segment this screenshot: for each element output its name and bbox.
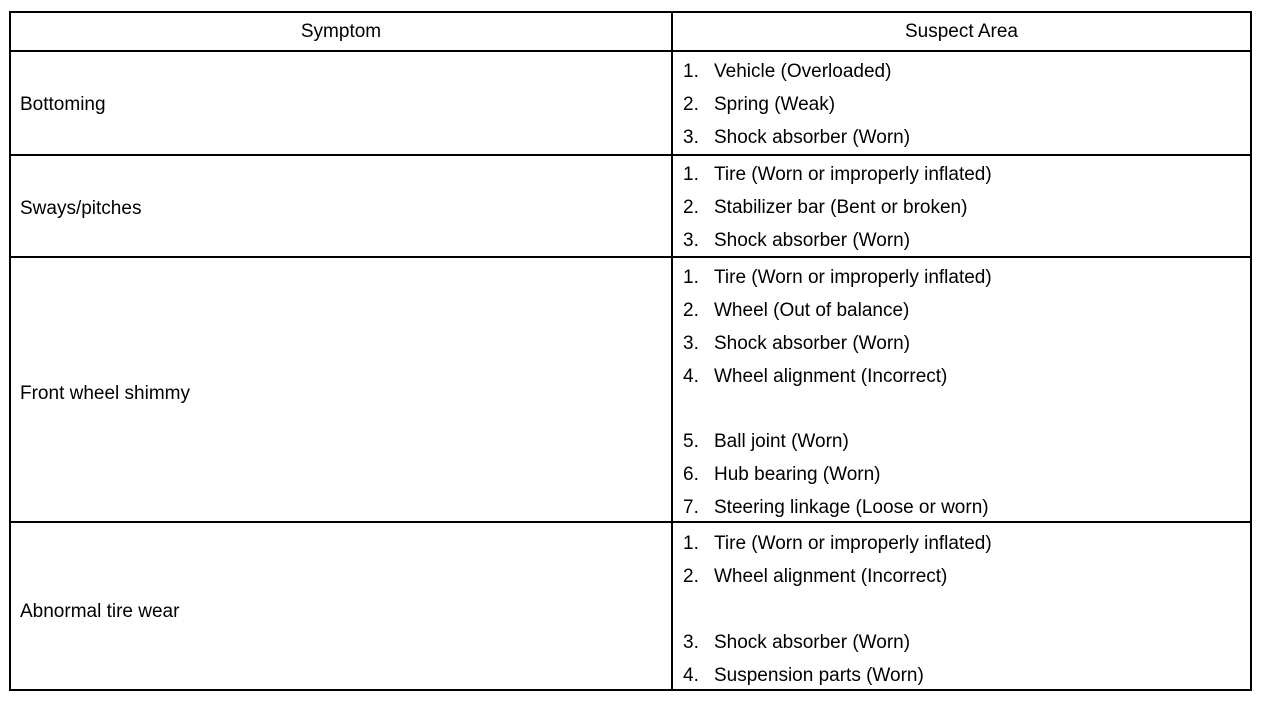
suspect-item: 4. Suspension parts (Worn) (683, 665, 924, 686)
suspect-item: 3. Shock absorber (Worn) (683, 127, 911, 148)
row-divider (11, 256, 1250, 258)
suspect-item: 4. Wheel alignment (Incorrect) (683, 366, 948, 387)
suspect-item: 1. Tire (Worn or improperly inflated) (683, 164, 992, 185)
troubleshooting-table (9, 11, 1252, 691)
suspect-item: 1. Tire (Worn or improperly inflated) (683, 267, 992, 288)
column-divider (671, 13, 673, 689)
suspect-item: 2. Spring (Weak) (683, 94, 836, 115)
suspect-item: 3. Shock absorber (Worn) (683, 230, 911, 251)
suspect-item: 2. Wheel (Out of balance) (683, 300, 910, 321)
symptom-sways-pitches: Sways/pitches (20, 198, 142, 219)
suspect-item: 1. Vehicle (Overloaded) (683, 61, 892, 82)
symptom-abnormal-tire-wear: Abnormal tire wear (20, 601, 180, 622)
suspect-item: 1. Tire (Worn or improperly inflated) (683, 533, 992, 554)
suspect-item: 3. Shock absorber (Worn) (683, 333, 911, 354)
symptom-front-wheel-shimmy: Front wheel shimmy (20, 383, 190, 404)
row-divider (11, 154, 1250, 156)
suspect-item: 3. Shock absorber (Worn) (683, 632, 911, 653)
header-suspect-area: Suspect Area (904, 21, 1019, 42)
suspect-item: 6. Hub bearing (Worn) (683, 464, 881, 485)
symptom-bottoming: Bottoming (20, 94, 106, 115)
suspect-item: 2. Stabilizer bar (Bent or broken) (683, 197, 968, 218)
suspect-item: 2. Wheel alignment (Incorrect) (683, 566, 948, 587)
header-symptom: Symptom (300, 21, 382, 42)
suspect-item: 5. Ball joint (Worn) (683, 431, 849, 452)
row-divider (11, 521, 1250, 523)
suspect-item: 7. Steering linkage (Loose or worn) (683, 497, 989, 518)
